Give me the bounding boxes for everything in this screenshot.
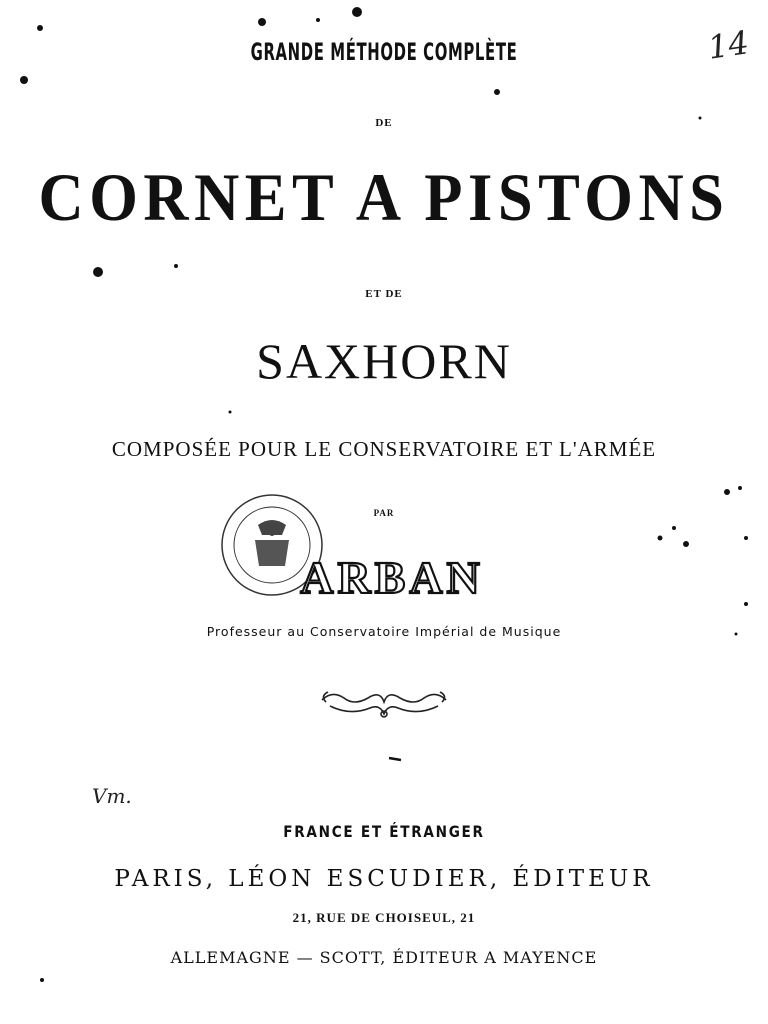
title-saxhorn: SAXHORN (256, 333, 512, 389)
publisher-name: PARIS, LÉON ESCUDIER, ÉDITEUR (114, 866, 654, 892)
word-par: PAR (373, 508, 395, 518)
handwritten-shelf-number: 14 (705, 23, 752, 67)
title-cornet-a-pistons: CORNET A PISTONS (38, 159, 730, 235)
title-line-grande-methode: GRANDE MÉTHODE COMPLÈTE (250, 38, 518, 66)
publisher-region: FRANCE ET ÉTRANGER (283, 822, 485, 841)
publisher-germany: ALLEMAGNE — SCOTT, ÉDITEUR A MAYENCE (170, 948, 598, 967)
author-role: Professeur au Conservatoire Impérial de Musique (206, 624, 562, 639)
publisher-address: 21, RUE DE CHOISEUL, 21 (292, 910, 476, 925)
author-name: ARBAN (300, 552, 484, 603)
word-de: DE (375, 117, 393, 129)
handwritten-catalog-mark: Vm. (92, 784, 132, 808)
word-et-de: ET DE (365, 288, 403, 300)
subtitle-composee: COMPOSÉE POUR LE CONSERVATOIRE ET L'ARMÉE (111, 437, 657, 461)
